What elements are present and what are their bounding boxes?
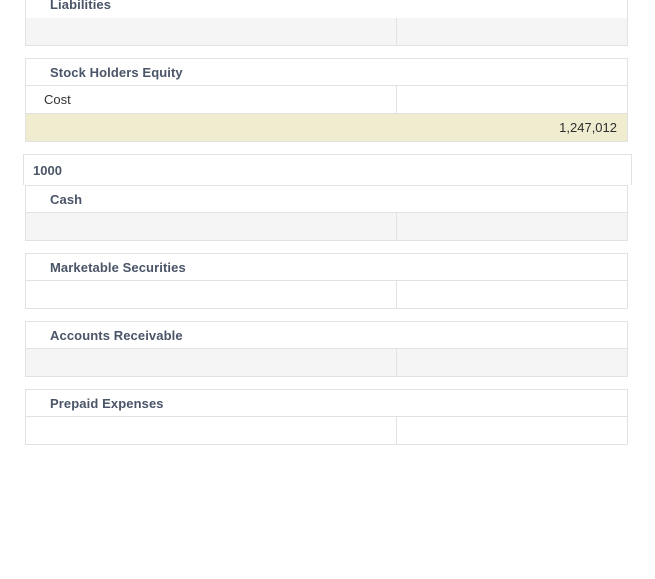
row-prepaid-expenses[interactable] [26,417,627,445]
section-liabilities-header [25,0,628,18]
liabilities-label [26,18,397,45]
row-marketable-securities[interactable] [26,281,627,309]
row-cash[interactable] [26,213,627,241]
marketable-securities-label [26,281,397,308]
section-prepaid-expenses-header [26,389,627,417]
section-liabilities [25,18,628,46]
section-prepaid-expenses [25,389,628,445]
cost-value[interactable] [397,86,627,113]
section-stock-holders-equity-header [26,58,627,86]
cash-label [26,213,397,240]
row-liabilities[interactable] [26,18,627,46]
row-cost[interactable] [26,86,627,114]
cost-label: Cost [26,86,397,113]
section-cash-header [26,185,627,213]
section-title-liabilities: Liabilities [50,0,112,12]
section-accounts-receivable-header [26,321,627,349]
spacer-2 [0,142,655,154]
spacer-3 [0,241,655,253]
stock-holders-equity-amount: 1,247,012 [26,114,627,142]
cash-value[interactable] [397,213,627,240]
section-title-accounts-receivable: Accounts Receivable [50,328,183,343]
section-title-marketable-securities: Marketable Securities [50,260,186,275]
marketable-securities-value[interactable] [397,281,627,308]
spacer-1 [0,46,655,58]
prepaid-expenses-label [26,417,397,444]
spacer-5 [0,377,655,389]
section-marketable-securities [25,253,628,309]
section-accounts-receivable [25,321,628,377]
section-title-cash: Cash [50,192,83,207]
group-title: 1000 [33,163,62,178]
liabilities-value[interactable] [397,18,627,45]
section-stock-holders-equity [25,58,628,142]
accounts-receivable-value[interactable] [397,349,627,376]
section-cash [25,185,628,241]
group-header-1000[interactable] [23,154,632,185]
section-title-prepaid-expenses: Prepaid Expenses [50,396,164,411]
row-accounts-receivable[interactable] [26,349,627,377]
spacer-4 [0,309,655,321]
accounts-receivable-label [26,349,397,376]
section-title-stock-holders-equity: Stock Holders Equity [50,65,183,80]
section-marketable-securities-header [26,253,627,281]
prepaid-expenses-value[interactable] [397,417,627,444]
